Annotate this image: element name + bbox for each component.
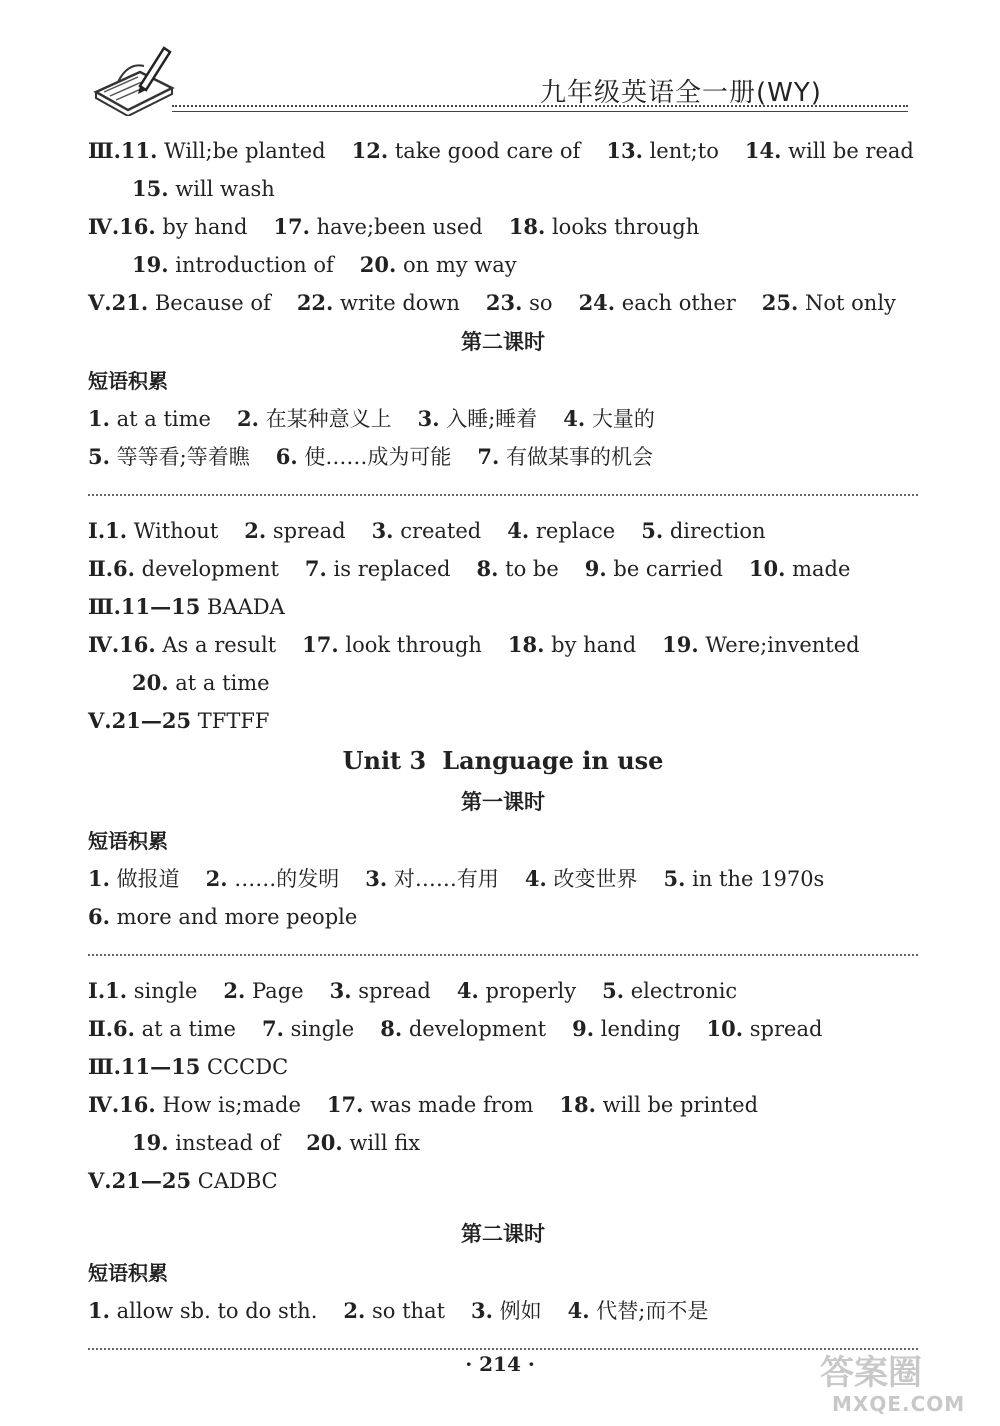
item-number: 4. [524,866,547,891]
item-number: 1. [105,978,128,1003]
section-numeral: Ⅳ. [88,632,120,657]
item-number: 19. [662,632,699,657]
dotted-divider [88,936,918,972]
item-text: instead of [175,1131,281,1155]
item-text: take good care of [394,139,581,163]
answer-line [88,972,918,1010]
answer-item [121,588,285,626]
item-text: will be printed [602,1093,759,1117]
item-text: be carried [613,557,723,581]
item-text: CCCDC [207,1055,289,1079]
item-text: have;been used [316,215,483,239]
item-number: 21—25 [111,1168,192,1193]
answer-line [88,246,918,284]
item-number: 7. [477,444,500,469]
item-number: 15. [132,176,169,201]
item-text: spread [358,979,431,1003]
item-number: 2. [236,406,259,431]
item-text: spread [749,1017,823,1041]
item-number: 8. [476,556,499,581]
item-text: look through [345,633,482,657]
answer-item [302,626,482,664]
item-number: 9. [584,556,607,581]
item-number: 23. [485,290,523,315]
item-number: 11—15 [120,1054,201,1079]
answer-block [88,972,918,1200]
section-title: 短语积累 [88,829,168,853]
answer-item [88,438,250,476]
answer-item [602,972,737,1010]
answer-line [88,626,918,664]
item-number: 18. [559,1092,596,1117]
item-text: on my way [402,253,517,277]
watermark-logo: 答案圈 [820,1353,922,1393]
item-text: 大量的 [591,407,655,431]
item-number: 2. [205,866,228,891]
item-number: 19. [132,252,169,277]
item-number: 17. [326,1092,364,1117]
answer-item [707,1010,823,1048]
item-text: at a time [116,407,211,431]
item-text: CADBC [197,1169,278,1193]
phrase-list [88,400,918,476]
section-numeral: Ⅰ. [88,978,106,1003]
notebook-pen-icon [88,42,178,116]
answer-item [486,284,553,322]
item-text: Because of [154,291,271,315]
item-text: allow sb. to do sth. [116,1299,318,1323]
item-number: 18. [508,214,546,239]
item-number: 7. [261,1016,284,1041]
item-number: 3. [471,1298,493,1323]
item-text: BAADA [207,595,285,619]
item-text: Were;invented [705,633,860,657]
phrase-line [88,400,918,438]
item-text: was made from [370,1093,534,1117]
header-divider [172,111,908,112]
answer-item [585,550,723,588]
answer-item [88,400,211,438]
answer-item [327,1086,534,1124]
item-number: 6. [113,556,135,581]
answer-item [105,512,218,550]
item-text: created [400,519,482,543]
answer-item [641,512,765,550]
item-number: 6. [88,904,110,929]
item-number: 20. [306,1130,343,1155]
item-number: 17. [302,632,339,657]
answer-item [343,1292,445,1330]
answer-item [119,208,247,246]
item-text: so [529,291,553,315]
answer-item [745,132,914,170]
item-text: 入睡;睡着 [446,407,538,431]
item-text: at a time [141,1017,236,1041]
item-number: 16. [119,1092,156,1117]
answer-item [88,898,357,936]
item-number: 16. [119,632,156,657]
item-text: As a result [162,633,277,657]
answer-item [457,972,576,1010]
item-text: spread [272,519,346,543]
item-text: 做报道 [116,867,180,891]
answer-item [330,972,431,1010]
section-numeral: Ⅳ. [88,1092,120,1117]
answer-line [88,1048,918,1086]
section-title: 短语积累 [88,1261,168,1285]
item-number: 11. [120,138,158,163]
answer-item [749,550,851,588]
item-number: 1. [88,1298,110,1323]
answer-line [88,1086,918,1124]
answer-item [477,438,653,476]
answer-block [88,132,918,322]
item-text: direction [669,519,766,543]
item-number: 17. [273,214,310,239]
item-text: looks through [551,215,700,239]
answer-item [276,438,452,476]
answer-block [88,512,918,740]
answer-item [206,860,340,898]
item-text: 在某种意义上 [265,407,392,431]
answer-line [88,588,918,626]
phrase-line [88,860,918,898]
answer-item [572,1010,680,1048]
item-number: 5. [88,444,110,469]
item-text: to be [505,557,559,581]
item-text: lent;to [649,139,719,163]
phrase-line [88,898,918,936]
answer-line [88,664,918,702]
answer-item [306,1124,420,1162]
answer-line [88,702,918,740]
item-number: 18. [507,632,545,657]
item-text: development [408,1017,547,1041]
item-text: TFTFF [197,709,270,733]
item-text: replace [535,519,616,543]
dotted-divider [88,476,918,512]
item-number: 9. [572,1016,595,1041]
answer-item [105,972,197,1010]
item-number: 21—25 [111,708,192,733]
watermark-url: MXQE.COM [832,1392,966,1416]
answer-item [568,1292,709,1330]
item-text: will fix [349,1131,421,1155]
item-number: 5. [663,866,686,891]
answer-item [121,132,326,170]
answer-item [112,1162,278,1200]
header-divider [172,105,908,107]
answer-item [563,400,655,438]
answer-item [113,1010,236,1048]
item-text: 代替;而不是 [596,1299,709,1323]
item-text: by hand [162,215,248,239]
item-number: 12. [351,138,389,163]
answer-item [132,246,334,284]
item-text: single [290,1017,355,1041]
answer-item [113,550,279,588]
answer-item [262,1010,354,1048]
item-number: 6. [113,1016,135,1041]
item-text: Page [252,979,304,1003]
answer-line [88,1162,918,1200]
page-header [0,0,1000,130]
item-number: 3. [417,406,440,431]
page-number: · 214 · [465,1352,535,1376]
item-number: 22. [296,290,334,315]
answer-item [579,284,736,322]
item-text: 使……成为可能 [304,445,452,469]
item-number: 10. [748,556,786,581]
answer-item [121,1048,288,1086]
phrase-list [88,1292,918,1330]
phrase-line [88,1292,918,1330]
answer-item [762,284,896,322]
answer-item [525,860,638,898]
section-numeral: Ⅳ. [88,214,120,239]
answer-line [88,170,918,208]
answer-line [88,208,918,246]
item-text: introduction of [175,253,334,277]
item-number: 4. [563,406,586,431]
section-numeral: Ⅴ. [88,1168,112,1193]
answer-item [112,284,271,322]
answer-item [223,972,303,1010]
answer-content [88,132,918,1366]
answer-item [237,400,392,438]
answer-item [507,512,615,550]
answer-item [380,1010,546,1048]
lesson-title: 第二课时 [461,1222,545,1246]
item-text: electronic [630,979,738,1003]
item-text: in the 1970s [692,867,825,891]
item-number: 3. [329,978,352,1003]
item-text: single [133,979,198,1003]
answer-item [509,208,700,246]
item-number: 14. [744,138,782,163]
item-number: 24. [578,290,616,315]
item-number: 19. [132,1130,169,1155]
lesson-title: 第二课时 [461,330,545,354]
item-text: will be read [788,139,914,163]
item-number: 4. [456,978,479,1003]
section-numeral: Ⅴ. [88,708,112,733]
section-numeral: Ⅰ. [88,518,106,543]
book-title: 九年级英语全一册(WY) [540,78,822,108]
item-number: 1. [88,406,110,431]
phrase-list [88,860,918,936]
item-number: 4. [567,1298,590,1323]
answer-item [508,626,636,664]
item-text: 改变世界 [553,867,638,891]
answer-item [244,512,345,550]
item-text: by hand [551,633,637,657]
lesson-title: 第一课时 [461,790,545,814]
answer-item [352,132,581,170]
item-number: 16. [119,214,156,239]
section-numeral: Ⅴ. [88,290,112,315]
item-number: 5. [602,978,625,1003]
answer-line [88,1124,918,1162]
section-numeral: Ⅱ. [88,1016,114,1041]
item-text: is replaced [333,557,451,581]
item-text: each other [621,291,736,315]
section-numeral: Ⅲ. [88,138,121,163]
answer-item [365,860,499,898]
item-text: 有做某事的机会 [505,445,653,469]
answer-item [132,1124,280,1162]
item-number: 6. [275,444,298,469]
item-number: 20. [132,670,169,695]
item-text: 对……有用 [393,867,499,891]
section-title: 短语积累 [88,369,168,393]
item-text: development [141,557,279,581]
item-text: properly [485,979,577,1003]
item-number: 3. [365,866,388,891]
answer-item [360,246,517,284]
phrase-line [88,438,918,476]
answer-item [305,550,451,588]
item-text: Not only [805,291,896,315]
item-text: ……的发明 [234,867,340,891]
item-text: so that [372,1299,446,1323]
answer-item [418,400,538,438]
item-text: How is;made [162,1093,301,1117]
answer-item [119,626,276,664]
answer-item [606,132,719,170]
answer-item [471,1292,542,1330]
answer-item [112,702,270,740]
item-number: 13. [606,138,643,163]
item-text: Without [133,519,219,543]
answer-item [119,1086,301,1124]
answer-item [559,1086,758,1124]
item-number: 21. [111,290,149,315]
item-number: 3. [371,518,394,543]
answer-line [88,132,918,170]
item-number: 5. [641,518,664,543]
answer-item [372,512,482,550]
item-text: more and more people [116,905,358,929]
section-numeral: Ⅲ. [88,594,121,619]
item-number: 1. [105,518,128,543]
answer-line [88,284,918,322]
answer-item [132,170,275,208]
section-numeral: Ⅱ. [88,556,114,581]
item-number: 20. [359,252,397,277]
item-text: 等等看;等着瞧 [116,445,250,469]
item-text: at a time [175,671,270,695]
answer-item [88,1292,317,1330]
item-number: 11—15 [120,594,201,619]
answer-item [273,208,482,246]
answer-item [297,284,460,322]
item-number: 4. [507,518,530,543]
item-number: 2. [223,978,246,1003]
answer-item [132,664,270,702]
answer-item [88,860,180,898]
answer-line [88,1010,918,1048]
unit-title [88,740,918,782]
item-number: 10. [706,1016,744,1041]
item-number: 1. [88,866,110,891]
item-number: 2. [244,518,267,543]
item-text: 例如 [499,1299,542,1323]
section-numeral: Ⅲ. [88,1054,121,1079]
answer-line [88,512,918,550]
item-number: 8. [380,1016,403,1041]
item-number: 7. [304,556,327,581]
answer-item [477,550,559,588]
answer-line [88,550,918,588]
item-number: 2. [343,1298,366,1323]
answer-item [662,626,859,664]
item-text: Will;be planted [164,139,326,163]
item-text: lending [600,1017,681,1041]
item-text: write down [340,291,460,315]
unit-name: Language in use [442,746,664,775]
unit-number: Unit 3 [342,746,427,775]
item-text: will wash [175,177,275,201]
item-text: made [792,557,851,581]
answer-item [664,860,825,898]
item-number: 25. [761,290,799,315]
